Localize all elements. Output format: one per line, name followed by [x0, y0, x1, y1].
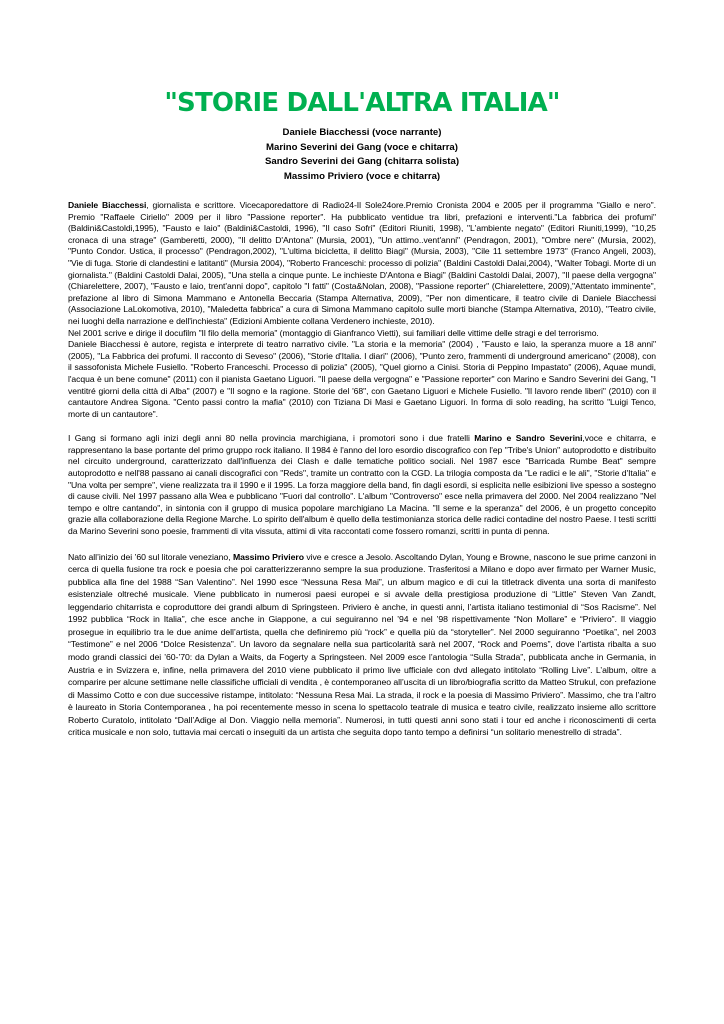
- bio-text: , giornalista e scrittore. Vicecaporedattore di Radio24-Il Sole24ore.Premio Cronista 2004 e 2005 per il programma "Giallo e nero". Premio "Raffaele Ciriello" 2009 per il libro "Passione reporter". Ha pubblicato ventidue tra libri, prefazioni e interventi."La fabbrica dei profumi" (Baldini&Castoldi,1995), "Fausto e Iaio" (Baldini&Castoldi, 1996), "Il caso Sofri" (Editori Riuniti, 1998), "L'ambiente negato" (Editori Riuniti,1999), "10,25 cronaca di una strage" (Gamberetti, 2000), "Il delitto D'Antona" (Mursia, 2001), "Un attimo..vent'anni" (Pendragon, 2001), "Ombre nere" (Mursia, 2002), "Punto Condor. Ustica, il processo" (Pendragon,2002), "L'ultima bicicletta, il delitto Biagi" (Mursia, 2003), "Cile 11 settembre 1973" (Franco Angeli, 2003), "Vie di fuga. Storie di clandestini e latitanti" (Mursia 2004), "Roberto Franceschi: processo di polizia" (Baldini Castoldi Dalai,2004), "Walter Tobagi. Morte di un giornalista." (Baldini Castoldi Dalai, 2005), "Una stella a cinque punte. Le inchieste D'Antona e Biagi" (Baldini Castoldi Dalai, 2007), "Il paese della vergogna" (Chiarelettere, 2007), "Fausto e Iaio, trent'anni dopo", capitolo "I fatti" (Costa&Nolan, 2008), "Passione reporter" (Chiarelettere, 2009),"Attentato imminente", prefazione al libro di Simona Mammano e Antonella Beccaria (Stampa Alternativa, 2009), "Per non dimenticare, il teatro civile di Daniele Biacchessi (Associazione LaLokomotiva, 2010), "Maledetta fabbrica" a cura di Simona Mammano capitolo sulle morti bianche (Stampa Alternativa, 2010), "Teatro civile, nei luoghi della narrazione e dell'inchiesta" (Edizioni Ambiente collana Verdenero inchieste, 2010).: [68, 200, 657, 326]
- credit-line: Marino Severini dei Gang (voce e chitarra): [266, 141, 458, 153]
- bio-text: I Gang si formano agli inizi degli anni 80 nella provincia marchigiana, i promotori sono i due fratelli: [68, 433, 475, 444]
- credits-block: [68, 126, 656, 184]
- document-title: "STORIE DALL'ALTRA ITALIA": [164, 88, 560, 118]
- bio-text: ,voce e chitarra, e rappresentano la base portante del primo gruppo rock italiano. Il 1984 è l'anno del loro esordio discografico con l'ep "Tribe's Union" autoprodotto e distribuito nel circuito underground, caratterizzato dall'influenza dei Clash e dalle tematiche politico sociali. Nel 1987 esce "Barricada Rumbe Beat" sempre autoprodotto e nell'88 passano ai canali discografici con "Reds", tramite un contratto con la CGD. La trilogia composta da "Le radici e le ali", "Storie d'Italia" e "Una volta per sempre", viene realizzata tra il 1990 e il 1995. La forza maggiore della band, fin dagli esordi, si esplicita nelle esibizioni live spesso a sostegno di cause civili. Nel 1997 passano alla Wea e pubblicano "Fuori dal controllo". L'album "Controverso" esce nella primavera del 2000. Nel 2004 realizzano "Nel tempo e oltre cantando", in sintonia con il gruppo di musica popolare marchigiano La Macina. "Il seme e la speranza" del 2006, è un progetto concepito grazie alla collaborazione della Regione Marche. Lo spirito dell'album è quello della testimonianza storica delle radici contadine del nostro Paese. I testi scritti da Marino Severini sono poesie, frammenti di vita vissuta, attimi di vita raccontati come fossero romanzi, scritti in punta di penna.: [68, 433, 657, 537]
- bio-text: Nel 2001 scrive e dirige il docufilm "Il filo della memoria" (montaggio di Gianfranco Vietti), sui familiari delle vittime delle stragi e del terrorismo.: [68, 327, 599, 338]
- bio-text: Nato all’inizio dei ’60 sul litorale veneziano,: [68, 551, 233, 562]
- bio-priviero: [68, 551, 656, 739]
- bio-name: Daniele Biacchessi: [68, 200, 147, 210]
- bio-text: Daniele Biacchessi è autore, regista e interprete di teatro narrativo civile. "La storia e la memoria" (2004) , "Fausto e Iaio, la speranza muore a 18 anni" (2005), "La Fabbrica dei profumi. Il racconto di Seveso" (2006), "Storie d'Italia. I diari" (2006), "Punto zero, frammenti di underground americano" (2008), con il sassofonista Michele Fusiello. "Roberto Franceschi. Processo di polizia" (2005), "Quel giorno a Cinisi. Storia di Peppino Impastato" (2006), Aquae mundi, l'acqua è un bene comune" (2011) con il pianista Gaetano Liguori. "Il paese della vergogna" e "Passione reporter" con Marino e Sandro Severini dei Gang, "I ventitré giorni della città di Alba" (2007) e "Il sogno e la ragione. Storie del '68", con Gaetano Liguori e Michele Fusiello. "Il lavoro rende liberi" (2010) con il cantautore Andrea Sigona. "Cento passi contro la mafia" (2010) con Tiziana Di Masi e Gaetano Liguori. In forma di solo reading, ha scritto "Luigi Tenco, morte di un cantautore".: [68, 339, 656, 419]
- document-page: [68, 88, 656, 752]
- bio-gang: [68, 433, 656, 537]
- bio-name: Massimo Priviero: [232, 551, 304, 562]
- bio-name: Marino e Sandro Severini: [474, 433, 583, 444]
- credit-line: Massimo Priviero (voce e chitarra): [283, 170, 441, 182]
- bio-biacchessi: [68, 200, 656, 420]
- credit-line: Daniele Biacchessi (voce narrante): [282, 127, 442, 138]
- credit-line: Sandro Severini dei Gang (chitarra solista): [264, 156, 460, 167]
- bio-text: vive e cresce a Jesolo. Ascoltando Dylan, Young e Browne, nascono le sue prime canzoni in cerca di quella fusione tra rock e poesia che poi caratterizzeranno sempre la sua produzione. Trasferitosi a Milano e dopo aver firmato per Warner Music, pubblica alla fine del 1988 “San Valentino”. Nel 1990 esce “Nessuna Resa Mai”, un album magico e di cui la titletrack diventa una sorta di manifesto esistenziale oltreché musicale. Viene pubblicato in numerosi paesi europei e si avvale della prestigiosa produzione di “Little” Steven Van Zandt, leggendario chitarrista e coproduttore dei grandi album di Springsteen. Priviero è anche, in questi anni, l’artista italiano testimonial di “Sos Racisme”. Nel 1992 pubblica “Rock in Italia”, che esce anche in Giappone, a cui seguiranno nel ’94 e nel ’98 rispettivamente “Non Mollare” e “Priviero”. Il viaggio prosegue in equilibrio tra le due anime dell’artista, quella che definiremo più “rock” e quella più da “storyteller”. Nel 2000 seguiranno “Poetika”, nel 2003 “Testimone” e nel 2006 “Dolce Resistenza”. Un lavoro da segnalare nella sua particolarità sarà nel 2007, “Rock and Poems”, dove l’artista ribalta a suo modo grandi classici dei ’60-’70: da Dylan a Waits, da Fogerty a Springsteen. Nel 2009 esce l’antologia “Sulla Strada”, pubblicata anche in Germania, in Austria e in Svizzera e, infine, nella primavera del 2010 viene pubblicato il primo live ufficiale con dvd allegato intitolato “Rolling Live”. L’album, oltre a comparire per alcune settimane nelle classifiche ufficiali di vendita , è contemporaneo all’uscita di un libro/biografia scritto da Matteo Strukul, con prefazione di Massimo Cotto e con due successive ristampe, intitolato: “Nessuna Resa Mai. La strada, il rock e la poesia di Massimo Priviero”. Massimo, che tra l’altro è laureato in Storia Contemporanea , ha poi recentemente messo in scena lo spettacolo teatrale di musica e teatro civile, realizzato insieme allo scrittore Roberto Curatolo, intitolato “Dall’Adige al Don. Viaggio nella memoria”. Numerosi, in tutti questi anni sono stati i tour ed anche i riconoscimenti di certa critica musicale e non solo, tuttavia mai cercati o inseguiti da un artista che seguita dopo tanto tempo a definirsi “un solitario menestrello di strada”.: [68, 551, 657, 738]
